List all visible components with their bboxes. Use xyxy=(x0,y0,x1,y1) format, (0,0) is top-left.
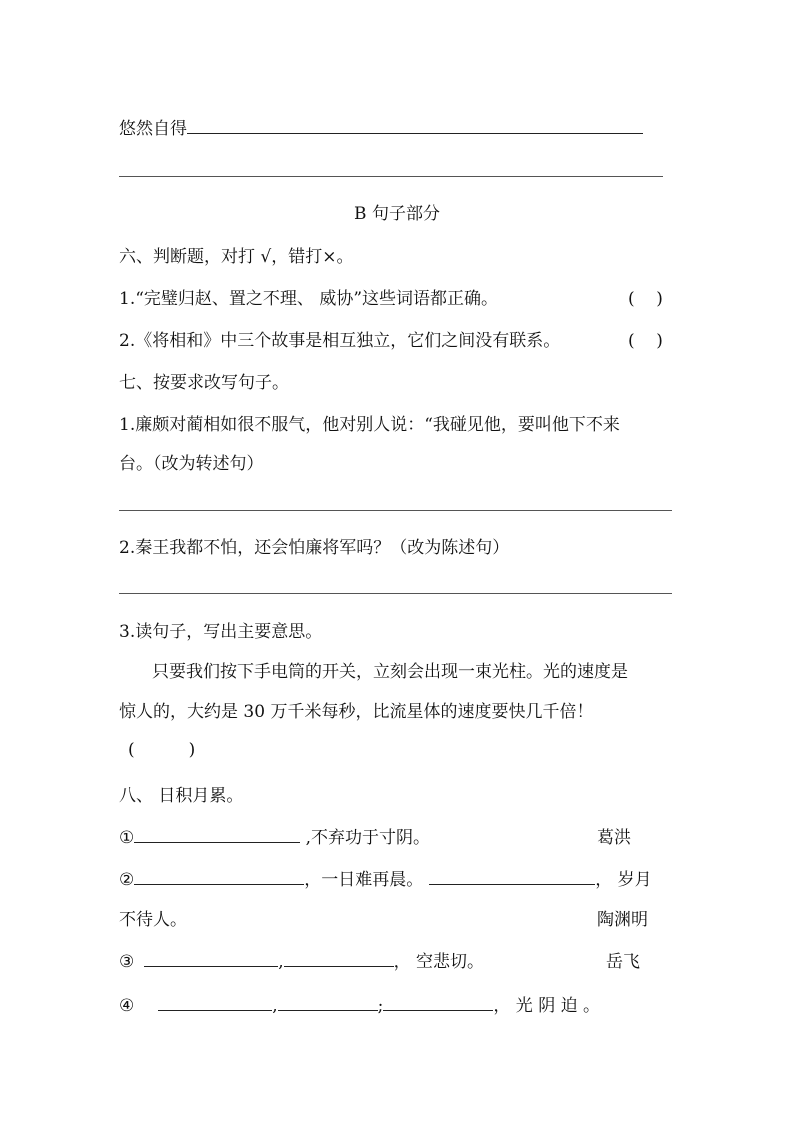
judge-answer-2[interactable]: ( ) xyxy=(628,331,663,351)
item-author: 葛洪 xyxy=(597,828,631,848)
idiom-item-1 xyxy=(119,826,430,850)
idiom-item-4 xyxy=(119,994,600,1018)
item-marker: ④ xyxy=(119,996,135,1016)
judge-question-1: 1.“完璧归赵、置之不理、 威协”这些词语都正确。 xyxy=(119,289,499,309)
item-text: ， 空悲切。 xyxy=(393,952,485,972)
item-text: ,不弃功于寸阴。 xyxy=(300,828,431,848)
section-b-title: B 句子部分 xyxy=(354,204,440,224)
item-marker: ② xyxy=(119,870,135,890)
answer-line[interactable] xyxy=(119,176,663,177)
fill-blank[interactable] xyxy=(144,950,278,967)
idiom-row xyxy=(119,117,643,141)
separator: ; xyxy=(377,996,384,1016)
fill-blank[interactable] xyxy=(134,826,300,843)
judge-answer-1[interactable]: ( ) xyxy=(628,289,663,309)
item-author: 陶渊明 xyxy=(597,910,648,930)
section-eight-heading: 八、 日积月累。 xyxy=(119,786,244,806)
passage-line-2: 惊人的，大约是 30 万千米每秒，比流星体的速度要快几千倍！ xyxy=(119,702,594,722)
item-marker: ③ xyxy=(119,952,135,972)
fill-blank[interactable] xyxy=(284,950,394,967)
fill-blank[interactable] xyxy=(158,994,272,1011)
section-six-heading: 六、判断题，对打 √，错打×。 xyxy=(119,247,354,267)
fill-blank[interactable] xyxy=(278,994,378,1011)
item-author: 岳飞 xyxy=(606,952,640,972)
separator: , xyxy=(278,952,284,972)
separator: , xyxy=(272,996,278,1016)
rewrite-question-3: 3.读句子，写出主要意思。 xyxy=(119,622,323,642)
fill-blank[interactable] xyxy=(429,868,595,885)
idiom-item-2-line2: 不待人。 xyxy=(119,910,187,930)
idiom-label: 悠然自得 xyxy=(119,119,187,139)
rewrite-question-1-line1: 1.廉颇对蔺相如很不服气，他对别人说：“我碰见他，要叫他下不来 xyxy=(119,415,620,435)
section-seven-heading: 七、按要求改写句子。 xyxy=(119,373,289,393)
idiom-item-2 xyxy=(119,868,652,892)
item-text: ， 光 阴 迫 。 xyxy=(493,996,601,1016)
rewrite-question-1-line2: 台。（改为转述句） xyxy=(119,454,264,474)
main-idea-answer[interactable]: ( ) xyxy=(128,740,196,760)
answer-line[interactable] xyxy=(119,593,672,594)
idiom-item-3 xyxy=(119,950,484,974)
idiom-answer-blank[interactable] xyxy=(187,117,643,134)
item-text: ， 岁月 xyxy=(595,870,652,890)
fill-blank[interactable] xyxy=(383,994,493,1011)
passage-line-1: 只要我们按下手电筒的开关，立刻会出现一束光柱。光的速度是 xyxy=(152,662,628,682)
fill-blank[interactable] xyxy=(134,868,304,885)
item-text: ，一日难再晨。 xyxy=(304,870,424,890)
item-marker: ① xyxy=(119,828,135,848)
rewrite-question-2: 2.秦王我都不怕，还会怕廉将军吗？（改为陈述句） xyxy=(119,538,510,558)
answer-line[interactable] xyxy=(119,510,672,511)
judge-question-2: 2.《将相和》中三个故事是相互独立，它们之间没有联系。 xyxy=(119,331,561,351)
